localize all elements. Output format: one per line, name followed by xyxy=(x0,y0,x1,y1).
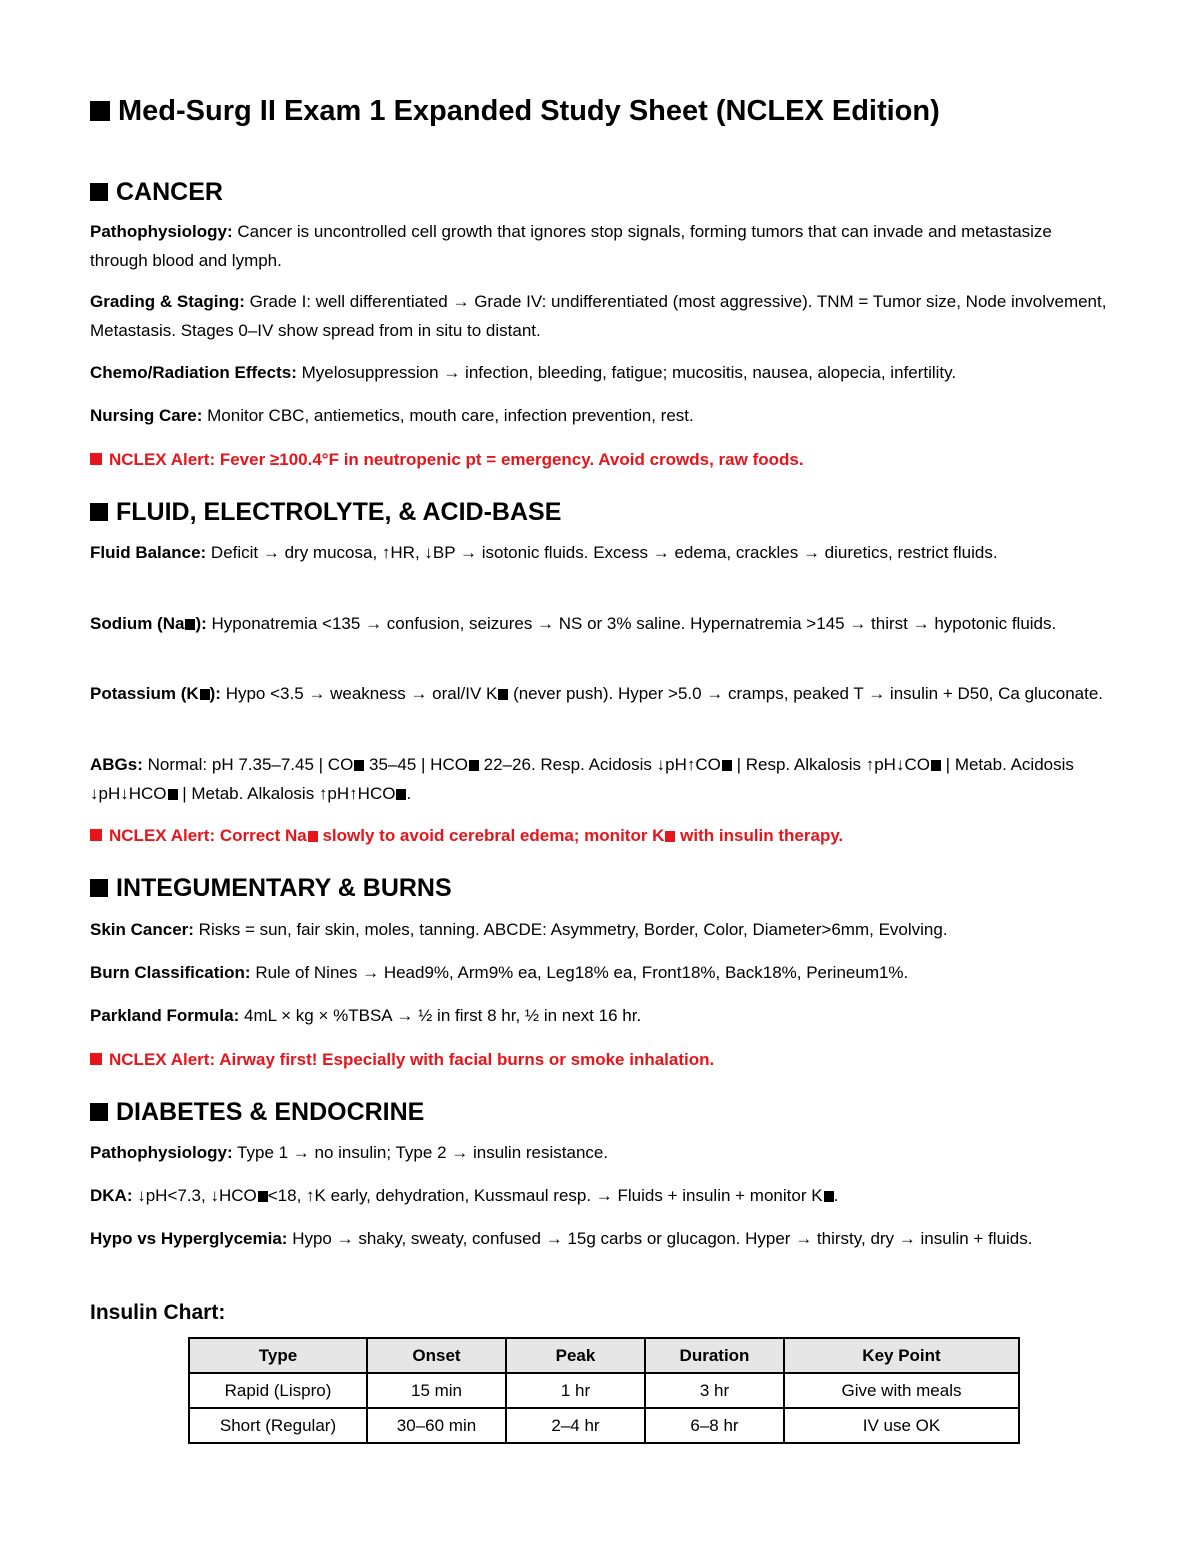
table-cell: Rapid (Lispro) xyxy=(189,1373,367,1408)
alert-square-icon xyxy=(90,453,102,465)
cancer-pathophysiology: Pathophysiology: Cancer is uncontrolled cell growth that ignores stop signals, forming tumors that can invade and metastasize through blood and lymph. xyxy=(90,222,1052,270)
table-cell: 3 hr xyxy=(645,1373,784,1408)
square-bullet-icon xyxy=(90,101,110,121)
diabetes-pathophysiology: Pathophysiology: Type 1 → no insulin; Type 2 → insulin resistance. xyxy=(90,1143,609,1162)
missing-glyph-icon xyxy=(354,760,364,771)
table-cell: IV use OK xyxy=(784,1408,1019,1443)
square-bullet-icon xyxy=(90,879,108,897)
table-cell: 1 hr xyxy=(506,1373,645,1408)
column-header-key-point: Key Point xyxy=(784,1338,1019,1373)
fluid-nclex-alert: NCLEX Alert: Correct Na slowly to avoid cerebral edema; monitor K with insulin therapy. xyxy=(90,822,1112,850)
cancer-nursing-care: Nursing Care: Monitor CBC, antiemetics, mouth care, infection prevention, rest. xyxy=(90,406,694,425)
missing-glyph-icon xyxy=(308,831,318,842)
table-cell: Short (Regular) xyxy=(189,1408,367,1443)
section-heading-integumentary: INTEGUMENTARY & BURNS xyxy=(90,872,452,904)
missing-glyph-icon xyxy=(722,760,732,771)
missing-glyph-icon xyxy=(931,760,941,771)
square-bullet-icon xyxy=(90,1103,108,1121)
column-header-peak: Peak xyxy=(506,1338,645,1373)
missing-glyph-icon xyxy=(396,789,406,800)
missing-glyph-icon xyxy=(258,1191,268,1202)
table-header-row xyxy=(189,1338,1019,1373)
column-header-onset: Onset xyxy=(367,1338,506,1373)
missing-glyph-icon xyxy=(185,619,195,630)
square-bullet-icon xyxy=(90,503,108,521)
section-heading-diabetes: DIABETES & ENDOCRINE xyxy=(90,1096,424,1128)
fluid-abgs: ABGs: Normal: pH 7.35–7.45 | CO 35–45 | HCO 22–26. Resp. Acidosis ↓pH↑CO | Resp. Alkalosis ↑pH↓CO | Metab. Acidosis ↓pH↓HCO | Metab. Alkalosis ↑pH↑HCO . xyxy=(90,755,1074,803)
cancer-nclex-alert: NCLEX Alert: Fever ≥100.4°F in neutropenic pt = emergency. Avoid crowds, raw foods. xyxy=(90,446,1112,474)
missing-glyph-icon xyxy=(824,1191,834,1202)
diabetes-hypo-hyper: Hypo vs Hyperglycemia: Hypo → shaky, sweaty, confused → 15g carbs or glucagon. Hyper → thirsty, dry → insulin + fluids. xyxy=(90,1229,1033,1248)
cancer-grading-staging: Grading & Staging: Grade I: well differentiated → Grade IV: undifferentiated (most aggressive). TNM = Tumor size, Node involvement, Metastasis. Stages 0–IV show spread from in situ to distant. xyxy=(90,292,1107,340)
missing-glyph-icon xyxy=(665,831,675,842)
page-title: Med-Surg II Exam 1 Expanded Study Sheet (NCLEX Edition) xyxy=(90,92,940,130)
table-row xyxy=(189,1373,1019,1408)
table-row xyxy=(189,1408,1019,1443)
table-cell: 15 min xyxy=(367,1373,506,1408)
cancer-chemo-radiation: Chemo/Radiation Effects: Myelosuppression → infection, bleeding, fatigue; mucositis, nausea, alopecia, infertility. xyxy=(90,363,957,382)
table-cell: 2–4 hr xyxy=(506,1408,645,1443)
insulin-table xyxy=(188,1337,1020,1444)
column-header-type: Type xyxy=(189,1338,367,1373)
integ-nclex-alert: NCLEX Alert: Airway first! Especially with facial burns or smoke inhalation. xyxy=(90,1046,1112,1074)
fluid-balance: Fluid Balance: Deficit → dry mucosa, ↑HR, ↓BP → isotonic fluids. Excess → edema, crackles → diuretics, restrict fluids. xyxy=(90,543,998,562)
missing-glyph-icon xyxy=(469,760,479,771)
column-header-duration: Duration xyxy=(645,1338,784,1373)
alert-square-icon xyxy=(90,829,102,841)
diabetes-dka: DKA: ↓pH<7.3, ↓HCO <18, ↑K early, dehydration, Kussmaul resp. → Fluids + insulin + monitor K . xyxy=(90,1186,839,1205)
missing-glyph-icon xyxy=(168,789,178,800)
table-cell: Give with meals xyxy=(784,1373,1019,1408)
missing-glyph-icon xyxy=(200,689,210,700)
alert-square-icon xyxy=(90,1053,102,1065)
integ-parkland-formula: Parkland Formula: 4mL × kg × %TBSA → ½ in first 8 hr, ½ in next 16 hr. xyxy=(90,1006,642,1025)
fluid-potassium: Potassium (K ): Hypo <3.5 → weakness → oral/IV K (never push). Hyper >5.0 → cramps, peaked T → insulin + D50, Ca gluconate. xyxy=(90,684,1104,703)
section-heading-cancer: CANCER xyxy=(90,176,223,208)
integ-skin-cancer: Skin Cancer: Risks = sun, fair skin, moles, tanning. ABCDE: Asymmetry, Border, Color, Diameter>6mm, Evolving. xyxy=(90,920,948,939)
square-bullet-icon xyxy=(90,183,108,201)
missing-glyph-icon xyxy=(498,689,508,700)
table-cell: 6–8 hr xyxy=(645,1408,784,1443)
table-cell: 30–60 min xyxy=(367,1408,506,1443)
insulin-chart-title: Insulin Chart: xyxy=(90,1301,226,1324)
integ-burn-classification: Burn Classification: Rule of Nines → Head9%, Arm9% ea, Leg18% ea, Front18%, Back18%, Perineum1%. xyxy=(90,963,909,982)
fluid-sodium: Sodium (Na ): Hyponatremia <135 → confusion, seizures → NS or 3% saline. Hypernatremia >145 → thirst → hypotonic fluids. xyxy=(90,614,1057,633)
section-heading-fluid: FLUID, ELECTROLYTE, & ACID-BASE xyxy=(90,496,561,528)
